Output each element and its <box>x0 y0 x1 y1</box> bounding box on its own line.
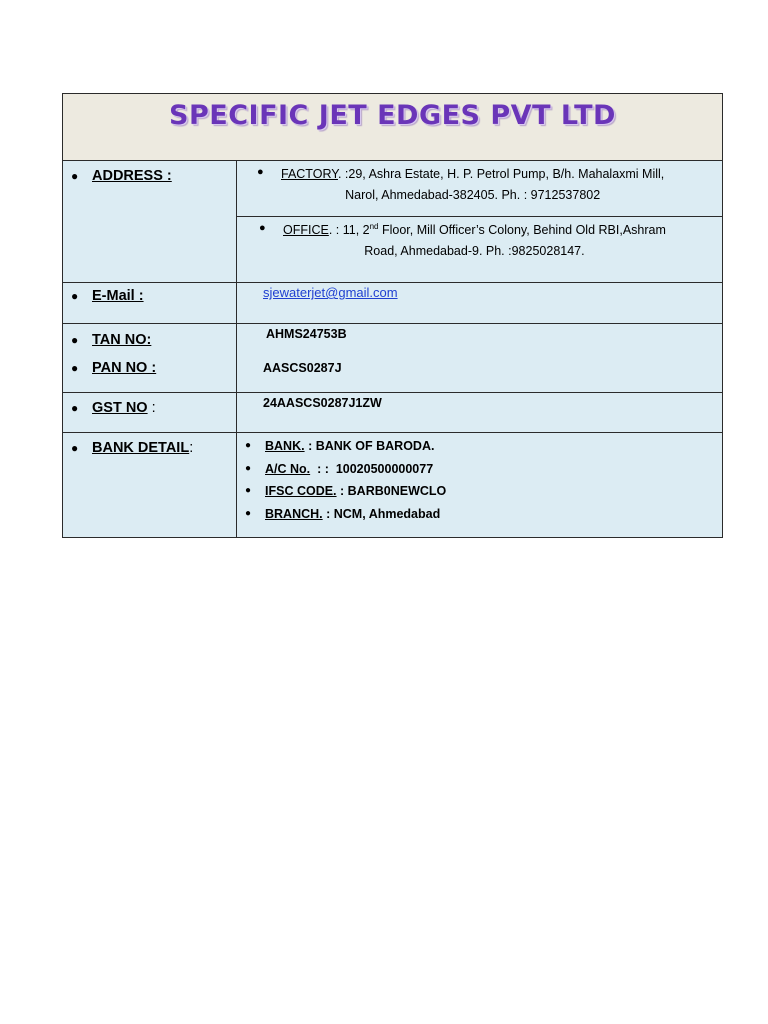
bullet-icon: ● <box>245 440 252 451</box>
address-value-cell <box>237 161 722 282</box>
office-address: ● OFFICE. : 11, 2nd Floor, Mill Officer’s Colony, Behind Old RBI,Ashram Road, Ahmedabad-9. Ph. :9825028147. <box>237 216 722 282</box>
email-link[interactable]: sjewaterjet@gmail.com <box>263 285 398 300</box>
bank-label: BANK DETAIL <box>92 440 190 456</box>
bullet-icon: ● <box>259 222 266 234</box>
factory-label: FACTORY <box>281 167 338 181</box>
bullet-icon: ● <box>71 169 79 183</box>
bank-value-cell <box>237 433 722 537</box>
tan-pan-value-cell <box>237 324 722 392</box>
bullet-icon: ● <box>71 401 79 415</box>
gst-value-cell <box>237 393 722 432</box>
company-details-table <box>62 93 723 538</box>
gst-label: GST NO <box>92 400 148 416</box>
bank-row <box>63 433 722 537</box>
bank-detail-item: ● A/C No. : : 10020500000077 <box>245 458 722 481</box>
bullet-icon: ● <box>245 507 252 519</box>
email-row <box>63 283 722 324</box>
factory-line1: . :29, Ashra Estate, H. P. Petrol Pump, B/h. Mahalaxmi Mill, <box>337 167 665 181</box>
office-line2: Road, Ahmedabad-9. Ph. :9825028147. <box>364 244 585 258</box>
bullet-icon: ● <box>257 166 264 178</box>
address-label: ADDRESS : <box>92 168 172 184</box>
email-value-cell <box>237 283 722 323</box>
address-row <box>63 161 722 283</box>
pan-value: AASCS0287J <box>263 361 342 375</box>
bullet-icon: ● <box>245 462 252 474</box>
tan-pan-row <box>63 324 722 393</box>
tan-pan-label-cell <box>63 324 237 392</box>
company-name: SPECIFIC JET EDGES PVT LTD <box>169 100 616 131</box>
email-label: E-Mail : <box>92 288 144 304</box>
bullet-icon: ● <box>71 361 79 375</box>
gst-row <box>63 393 722 433</box>
bank-detail-item: ● BANK. : BANK OF BARODA. <box>245 435 722 458</box>
address-label-cell <box>63 161 237 282</box>
gst-label-cell: ● GST NO : <box>63 393 237 432</box>
title-row <box>63 94 722 161</box>
bullet-icon: ● <box>245 485 252 496</box>
bank-detail-item: ● IFSC CODE. : BARB0NEWCLO <box>245 480 722 503</box>
bank-detail-item: ● BRANCH. : NCM, Ahmedabad <box>245 503 722 526</box>
bullet-icon: ● <box>71 289 79 303</box>
bullet-icon: ● <box>71 333 79 347</box>
bank-label-cell: ● BANK DETAIL: <box>63 433 237 537</box>
factory-address <box>237 161 722 216</box>
tan-label: TAN NO: <box>92 332 152 348</box>
bullet-icon: ● <box>71 441 79 455</box>
factory-line2: Narol, Ahmedabad-382405. Ph. : 9712537802 <box>345 188 601 202</box>
tan-value: AHMS24753B <box>266 327 347 341</box>
office-label: OFFICE <box>283 223 329 237</box>
email-label-cell <box>63 283 237 323</box>
pan-label: PAN NO : <box>92 360 157 376</box>
gst-value: 24AASCS0287J1ZW <box>263 396 382 410</box>
